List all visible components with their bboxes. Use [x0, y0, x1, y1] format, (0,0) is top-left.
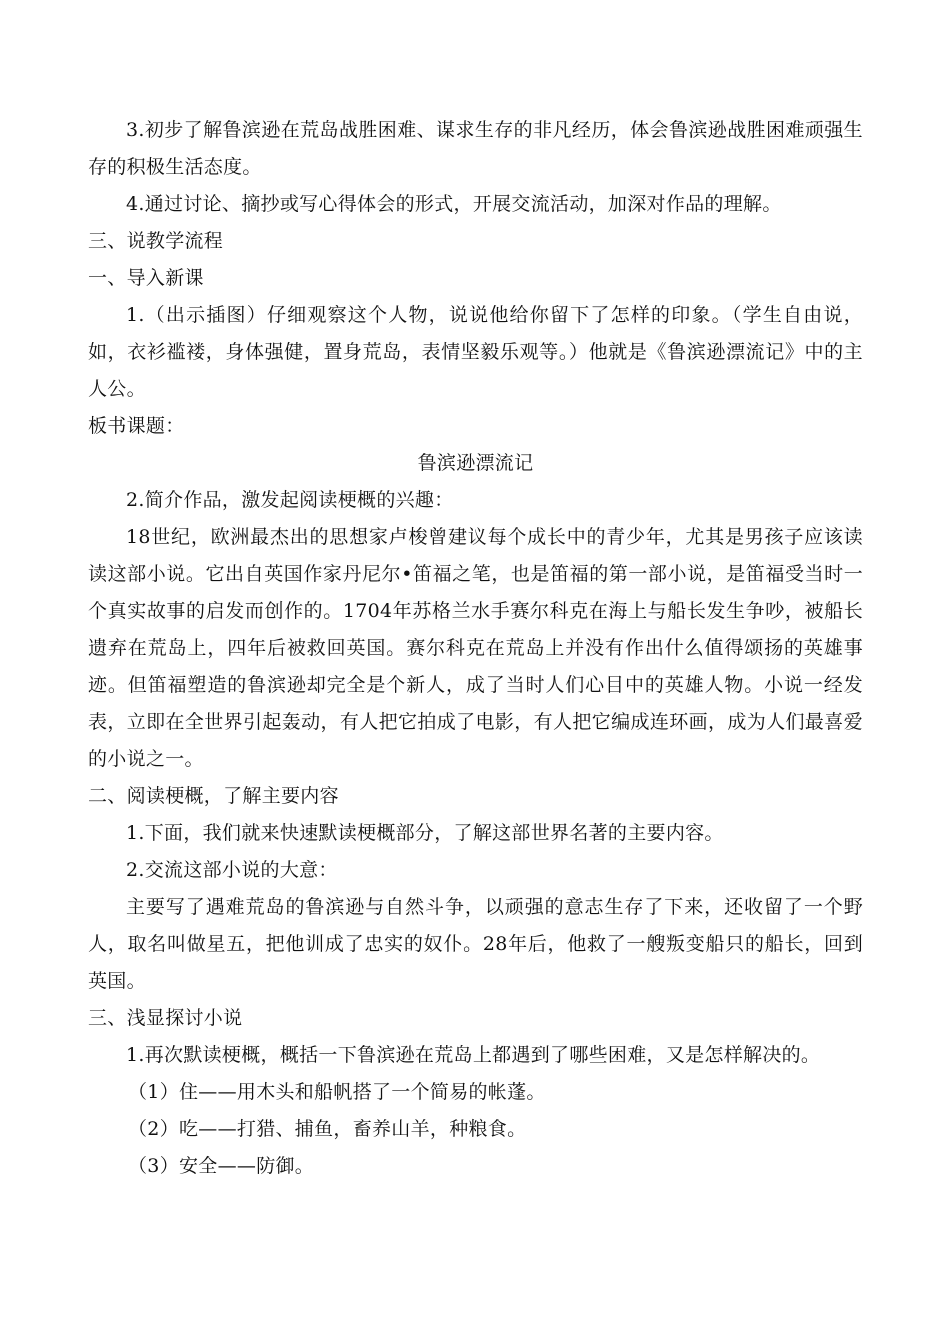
section-heading-discussion: 三、浅显探讨小说: [88, 1007, 243, 1029]
objective-3-paragraph: 3.初步了解鲁滨逊在荒岛战胜困难、谋求生存的非凡经历，体会鲁滨逊战胜困难顽强生存的积极生活态度。: [88, 119, 863, 178]
intro-step-2-paragraph: 2.简介作品，激发起阅读梗概的兴趣：: [126, 489, 454, 511]
work-introduction-paragraph: 18世纪，欧洲最杰出的思想家卢梭曾建议每个成长中的青少年，尤其是男孩子应该读读这部小说。它出自英国作家丹尼尔•笛福之笔，也是笛福的第一部小说，是笛福受当时一个真实故事的启发而创作的。1704年苏格兰水手赛尔科克在海上与船长发生争吵，被船长遗弃在荒岛上，四年后被救回英国。赛尔科克在荒岛上并没有作出什么值得颂扬的英雄事迹。但笛福塑造的鲁滨逊却完全是个新人，成了当时人们心目中的英雄人物。小说一经发表，立即在全世界引起轰动，有人把它拍成了电影，有人把它编成连环画，成为人们最喜爱的小说之一。: [88, 526, 863, 770]
section-heading-reading-summary: 二、阅读梗概，了解主要内容: [88, 785, 339, 807]
objective-4-paragraph: 4.通过讨论、摘抄或写心得体会的形式，开展交流活动，加深对作品的理解。: [126, 193, 782, 215]
intro-step-1-paragraph: 1.（出示插图）仔细观察这个人物，说说他给你留下了怎样的印象。（学生自由说，如，衣衫褴褛，身体强健，置身荒岛，表情坚毅乐观等。）他就是《鲁滨逊漂流记》中的主人公。: [88, 304, 863, 400]
discussion-step-1-paragraph: 1.再次默读梗概，概括一下鲁滨逊在荒岛上都遇到了哪些困难，又是怎样解决的。: [126, 1044, 821, 1066]
plot-summary-paragraph: 主要写了遇难荒岛的鲁滨逊与自然斗争，以顽强的意志生存了下来，还收留了一个野人，取名叫做星五，把他训成了忠实的奴仆。28年后，他救了一艘叛变船只的船长，回到英国。: [88, 896, 863, 992]
list-item-safety: （3）安全——防御。: [128, 1155, 315, 1177]
document-body: [88, 112, 863, 1185]
blackboard-title-label: 板书课题：: [88, 415, 185, 437]
section-heading-teaching-process: 三、说教学流程: [88, 230, 224, 252]
reading-step-2-paragraph: 2.交流这部小说的大意：: [126, 859, 338, 881]
list-item-food: （2）吃——打猎、捕鱼，畜养山羊，种粮食。: [128, 1118, 527, 1140]
lesson-title: 鲁滨逊漂流记: [417, 452, 534, 474]
list-item-shelter: （1）住——用木头和船帆搭了一个简易的帐蓬。: [128, 1081, 546, 1103]
reading-step-1-paragraph: 1.下面，我们就来快速默读梗概部分，了解这部世界名著的主要内容。: [126, 822, 724, 844]
section-heading-introduction: 一、导入新课: [88, 267, 204, 289]
